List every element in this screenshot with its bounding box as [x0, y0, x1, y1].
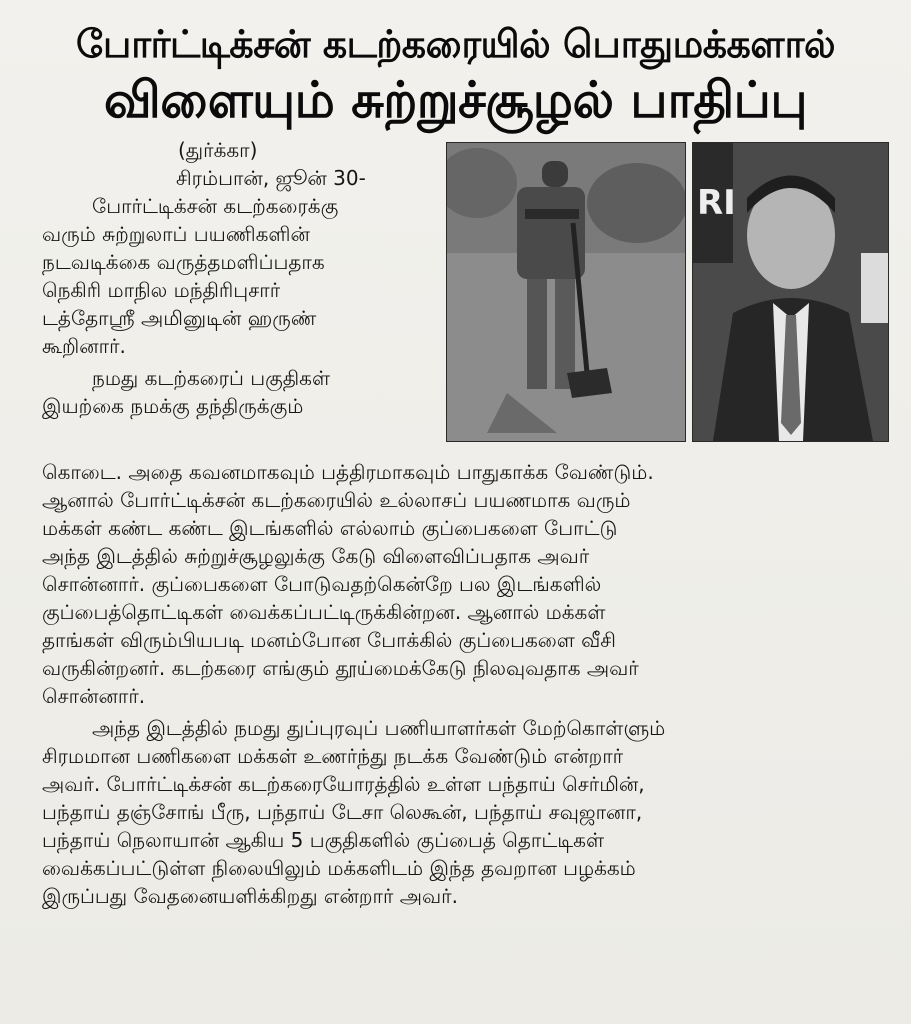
full-width-column	[42, 458, 894, 910]
text-line: குப்பைத்தொட்டிகள் வைக்கப்பட்டிருக்கின்றன. ஆனால் மக்கள்	[42, 600, 606, 624]
dateline: சிரம்பான், ஜூன் 30-	[176, 166, 366, 190]
text-line: வருகின்றனர். கடற்கரை எங்கும் தூய்மைக்கேடு நிலவுவதாக அவர்	[42, 656, 639, 680]
text-line: சிரமமான பணிகளை மக்கள் உணர்ந்து நடக்க வேண்டும் என்றார்	[42, 744, 624, 768]
text-line: நமது கடற்கரைப் பகுதிகள்	[92, 366, 331, 390]
photo-beach-cleaner	[446, 142, 686, 442]
text-line: டத்தோஸ்ரீ அமினுடின் ஹருண்	[42, 306, 317, 330]
text-line: வரும் சுற்றுலாப் பயணிகளின்	[42, 222, 310, 246]
text-line: கூறினார்.	[42, 334, 126, 358]
headline-line-2: விளையும் சுற்றுச்சூழல் பாதிப்பு	[103, 71, 808, 129]
body-paragraph-2	[42, 714, 894, 910]
text-line: பந்தாய் நெலாயான் ஆகிய 5 பகுதிகளில் குப்பைத் தொட்டிகள்	[42, 828, 605, 852]
text-line: அந்த இடத்தில் நமது துப்புரவுப் பணியாளர்கள் மேற்கொள்ளும்	[92, 716, 666, 740]
text-line: நடவடிக்கை வருத்தமளிப்பதாக	[42, 250, 325, 274]
text-line: அந்த இடத்தில் சுற்றுச்சூழலுக்கு கேடு விளைவிப்பதாக அவர்	[42, 544, 590, 568]
text-line: அவர். போர்ட்டிக்சன் கடற்கரையோரத்தில் உள்ள பந்தாய் செர்மின்,	[42, 772, 645, 796]
text-line: மக்கள் கண்ட கண்ட இடங்களில் எல்லாம் குப்பைகளை போட்டு	[42, 516, 618, 540]
text-line: வைக்கப்பட்டுள்ள நிலையிலும் மக்களிடம் இந்த தவறான பழக்கம்	[42, 856, 636, 880]
text-line: இருப்பது வேதனையளிக்கிறது என்றார் அவர்.	[42, 884, 458, 908]
text-line: நெகிரி மாநில மந்திரிபுசார்	[42, 278, 281, 302]
text-line: சொன்னார். குப்பைகளை போடுவதற்கென்றே பல இடங்களில்	[42, 572, 602, 596]
narrow-column	[42, 192, 437, 420]
headline-line-1: போர்ட்டிக்சன் கடற்கரையில் பொதுமக்களால்	[75, 22, 835, 66]
byline: (துர்க்கா)	[178, 138, 258, 162]
photo-official-portrait	[692, 142, 889, 442]
text-line: தாங்கள் விரும்பியபடி மனம்போன போக்கில் குப்பைகளை வீசி	[42, 628, 616, 652]
text-line: கொடை. அதை கவனமாகவும் பத்திரமாகவும் பாதுகாக்க வேண்டும்.	[42, 460, 654, 484]
text-line: போர்ட்டிக்சன் கடற்கரைக்கு	[92, 194, 339, 218]
background-sign-text: RI	[697, 183, 736, 223]
body-paragraph-1	[42, 458, 894, 710]
cleaner-photo-illustration	[447, 143, 685, 441]
text-line: ஆனால் போர்ட்டிக்சன் கடற்கரையில் உல்லாசப் பயணமாக வரும்	[42, 488, 631, 512]
intro-paragraph	[42, 192, 437, 420]
text-line: இயற்கை நமக்கு தந்திருக்கும்	[42, 394, 304, 418]
text-line: சொன்னார்.	[42, 684, 146, 708]
text-line: பந்தாய் தஞ்சோங் பீரு, பந்தாய் டேசா லெகூன், பந்தாய் சவுஜானா,	[42, 800, 643, 824]
